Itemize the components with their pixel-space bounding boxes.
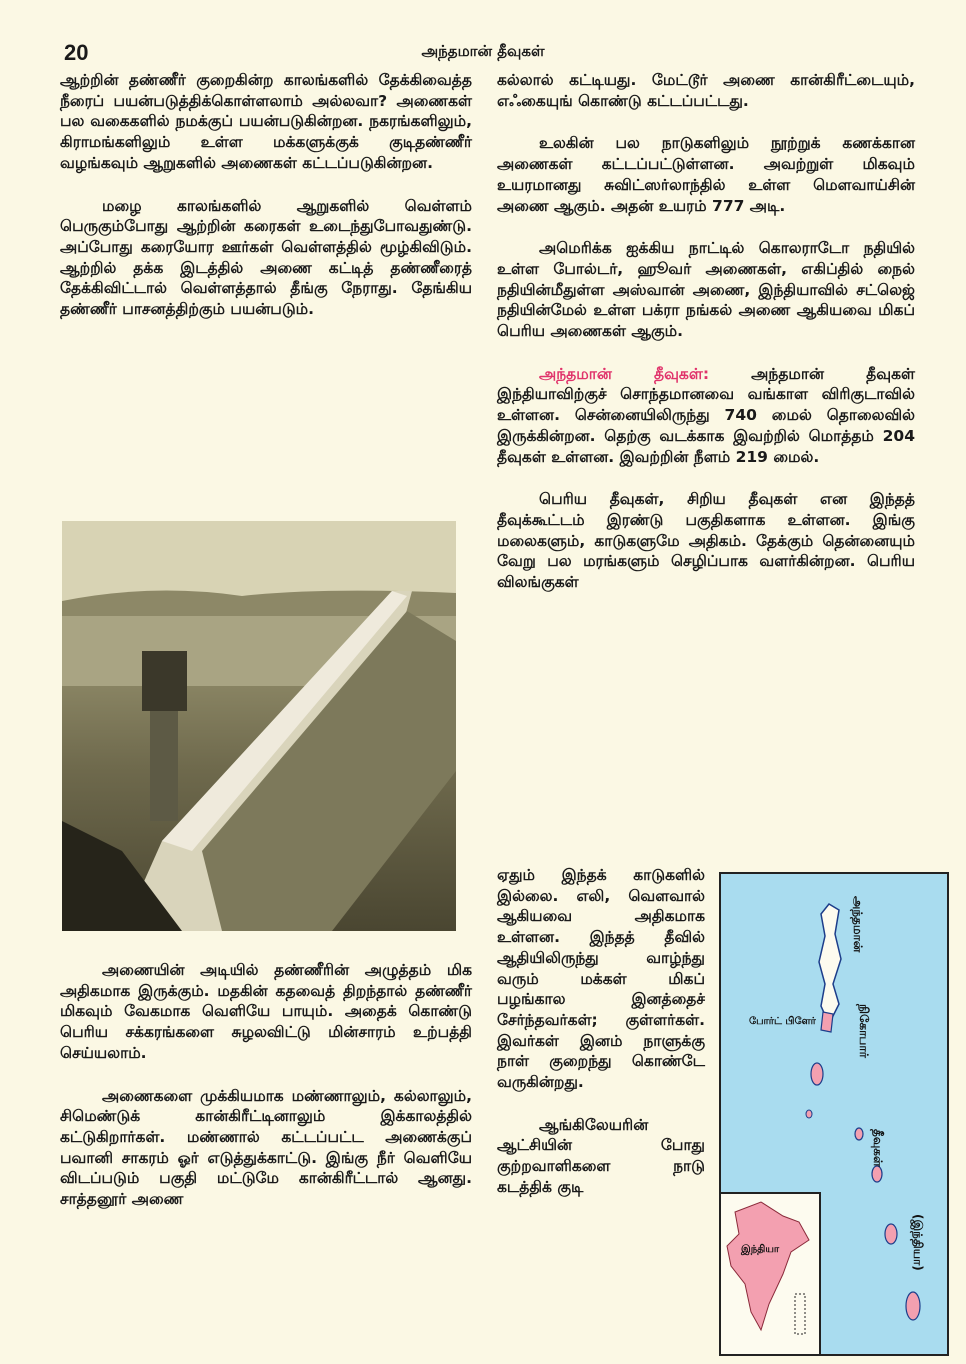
right-column-bottom [497,865,705,1220]
paragraph: கல்லால் கட்டியது. மேட்டூர் அணை கான்கிரீட்டையும், எஃகையுங் கொண்டு கட்டப்பட்டது. [497,71,915,110]
left-column-bottom [60,960,472,1232]
paragraph: ஆற்றின் தண்ணீர் குறைகின்ற காலங்களில் தேக்கிவைத்த நீரைப் பயன்படுத்திக்கொள்ளலாம் அல்லவா? அணைகள் பல வகைகளில் நமக்குப் பயன்படுகின்றன. நகரங்களிலும், கிராமங்களிலும் உள்ள மக்களுக்குக் குடிதண்ணீர் வழங்கவும் ஆறுகளில் அணைகள் கட்டப்படுகின்றன. [60,71,472,172]
right-column [497,70,915,615]
page-number: 20 [64,40,89,65]
paragraph: மழை காலங்களில் ஆறுகளில் வெள்ளம் பெருகும்போது ஆற்றின் கரைகள் உடைந்துபோவதுண்டு. அப்போது கரையோர ஊர்கள் வெள்ளத்தில் மூழ்கிவிடும். ஆற்றில் தக்க இடத்தில் அணை கட்டித் தண்ணீரைத் தேக்கிவிட்டால் வெள்ளத்தால் தீங்கு நேராது. தேங்கிய தண்ணீர் பாசனத்திற்கும் பயன்படும். [60,196,472,319]
left-column-top [60,70,472,342]
running-title: அந்தமான் தீவுகள் [421,42,545,60]
map-label-india: இந்தியா [741,1244,780,1255]
map-label-india-paren: (இந்தியா) [911,1214,925,1271]
dam-photo-illustration [62,521,456,931]
paragraph: உலகின் பல நாடுகளிலும் நூற்றுக் கணக்கான அணைகள் கட்டப்பட்டுள்ளன. அவற்றுள் மிகவும் உயரமானது சுவிட்ஸர்லாந்தில் உள்ள மௌவாய்சின் அணை ஆகும். அதன் உயரம் 777 அடி. [497,134,915,215]
india-inset-map [721,1192,821,1354]
paragraph: அணைகளை முக்கியமாக மண்ணாலும், கல்லாலும், சிமெண்டுக் கான்கிரீட்டினாலும் இக்காலத்தில் கட்டுகிறார்கள். மண்ணால் கட்டப்பட்ட அணைக்குப் பவானி சாகரம் ஓர் எடுத்துக்காட்டு. இங்கு நீர் வெளியே விடப்படும் பகுதி மட்டுமே கான்கிரீட்டால் ஆனது. சாத்தனூர் அணை [60,1086,472,1209]
map-label-port-blair: போர்ட் பிளேர் [749,1016,816,1027]
paragraph: அணையின் அடியில் தண்ணீரின் அழுத்தம் மிக அதிகமாக இருக்கும். மதகின் கதவைத் திறந்தால் தண்ணீர் மிகவும் வேகமாக வெளியே பாயும். அதைக் கொண்டு பெரிய சக்கரங்களை சுழலவிட்டு மின்சாரம் உற்பத்தி செய்யலாம். [60,961,472,1062]
paragraph-text: அந்தமான் தீவுகள் இந்தியாவிற்குச் சொந்தமானவை வங்காள விரிகுடாவில் உள்ளன. சென்னையிலிருந்து 740 மைல் தொலைவில் இருக்கின்றன. தெற்கு வடக்காக இவற்றில் மொத்தம் 204 தீவுகள் உள்ளன. இவற்றின் நீளம் 219 மைல். [497,364,915,466]
andaman-nicobar-map [719,872,949,1356]
paragraph: ஆங்கிலேயரின் ஆட்சியின் போது குற்றவாளிகளை நாடு கடத்திக் குடி [497,1115,705,1196]
map-label-nicobar: நிகோபார் [857,1004,871,1058]
india-outline-illustration [721,1194,817,1352]
map-label-andaman: அந்தமான் [851,896,865,953]
map-label-islands: தீவுகள் [871,1129,885,1167]
paragraph: ஏதும் இந்தக் காடுகளில் இல்லை. எலி, வௌவால் ஆகியவை அதிகமாக உள்ளன. இந்தத் தீவில் ஆதியிலிருந்து வாழ்ந்து வரும் மக்கள் மிகப் பழங்கால இனத்தைச் சேர்ந்தவர்கள்; குள்ளர்கள். இவர்கள் இனம் நாளுக்கு நாள் குறைந்து கொண்டே வருகின்றது. [497,866,705,1092]
paragraph-andaman [497,364,915,468]
section-heading: அந்தமான் தீவுகள்: [539,364,710,383]
paragraph: பெரிய தீவுகள், சிறிய தீவுகள் என இந்தத் தீவுக்கூட்டம் இரண்டு பகுதிகளாக உள்ளன. இங்கு மலைகளும், காடுகளுமே அதிகம். தேக்கும் தென்னையும் வேறு பல மரங்களும் செழிப்பாக வளர்கின்றன. பெரிய விலங்குகள் [497,490,915,592]
paragraph: அமெரிக்க ஐக்கிய நாட்டில் கொலராடோ நதியில் உள்ள போல்டர், ஹூவர் அணைகள், எகிப்தில் நைல் நதியின்மீதுள்ள அஸ்வான் அணை, இந்தியாவில் சட்லெஜ் நதியின்மேல் உள்ள பக்ரா நங்கல் அணை ஆகியவை மிகப் பெரிய அணைகள் ஆகும். [497,239,915,341]
dam-photo [62,521,456,931]
